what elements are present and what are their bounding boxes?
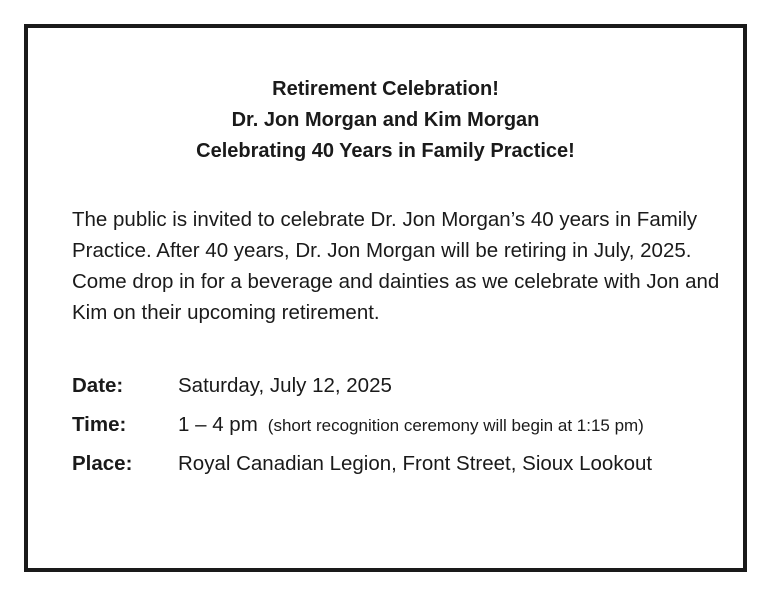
event-details bbox=[72, 374, 652, 491]
invitation-frame bbox=[24, 24, 747, 572]
invitation-paragraph: The public is invited to celebrate Dr. Jon Morgan’s 40 years in Family Practice. After 40 years, Dr. Jon Morgan will be retiring in July, 2025. Come drop in for a beverage and dainties as we celebrate with Jon and Kim on their upcoming retirement. bbox=[72, 208, 720, 324]
header-names: Dr. Jon Morgan and Kim Morgan bbox=[231, 109, 540, 131]
header-title: Retirement Celebration! bbox=[272, 78, 499, 100]
place-label: Place: bbox=[72, 452, 133, 475]
place-value: Royal Canadian Legion, Front Street, Sioux Lookout bbox=[178, 452, 653, 475]
date-row bbox=[72, 374, 652, 413]
time-value: 1 – 4 pm bbox=[178, 413, 258, 436]
time-label: Time: bbox=[72, 413, 127, 436]
date-value: Saturday, July 12, 2025 bbox=[178, 374, 392, 397]
header-subtitle: Celebrating 40 Years in Family Practice! bbox=[196, 140, 575, 162]
time-note: (short recognition ceremony will begin at 1:15 pm) bbox=[267, 416, 644, 435]
invitation-header bbox=[28, 74, 743, 167]
time-row bbox=[72, 413, 652, 452]
place-row bbox=[72, 452, 652, 491]
date-label: Date: bbox=[72, 374, 124, 397]
